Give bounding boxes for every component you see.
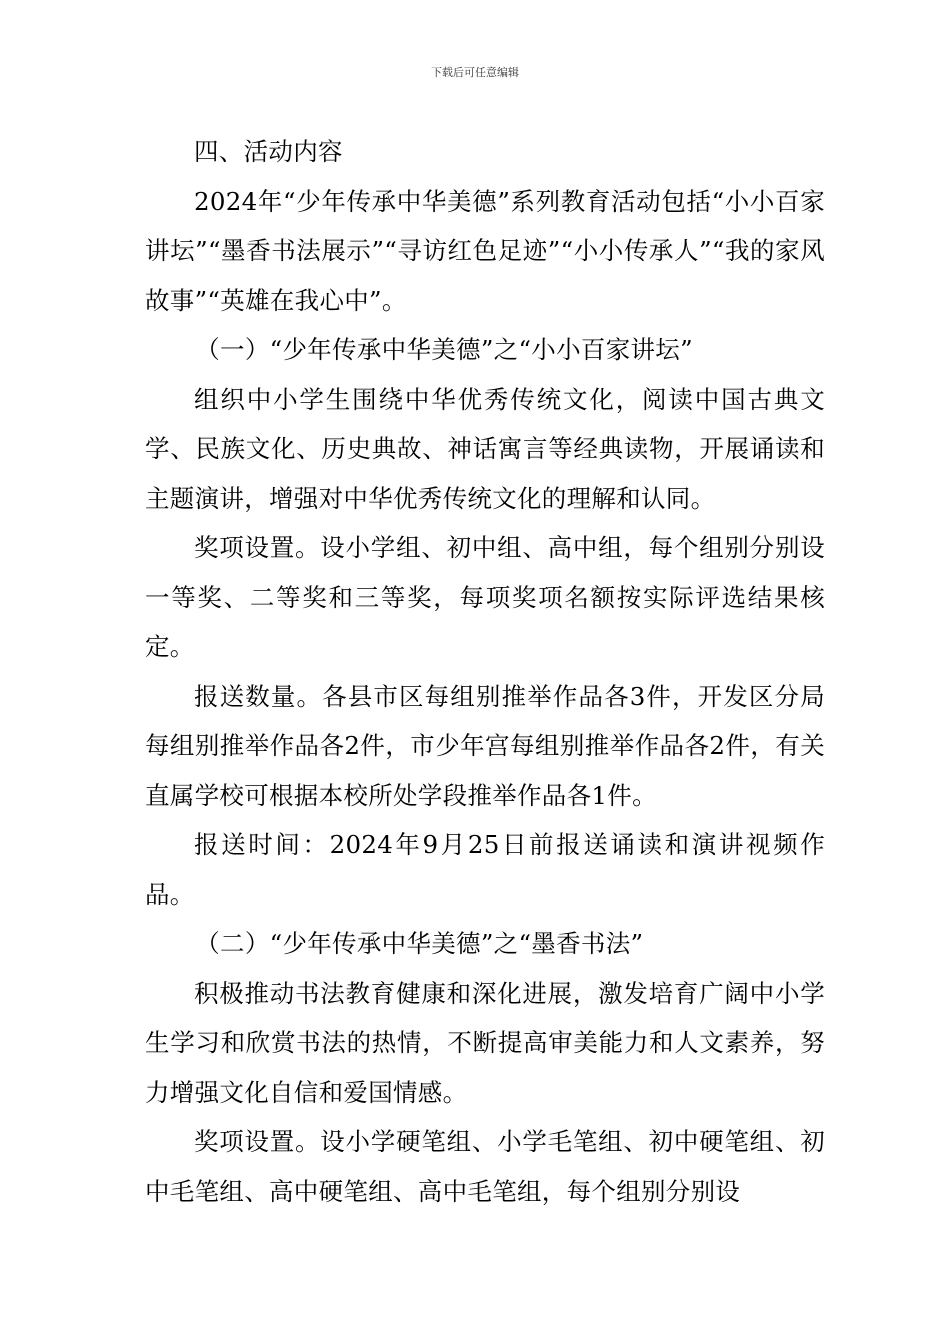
body-paragraph: 2024年“少年传承中华美德”系列教育活动包括“小小百家讲坛”“墨香书法展示”“寻访红色足迹”“小小传承人”“我的家风故事”“英雄在我心中”。	[145, 186, 825, 315]
subsection-heading: （二）“少年传承中华美德”之“墨香书法”	[195, 929, 644, 958]
body-paragraph: 积极推动书法教育健康和深化进展，激发培育广阔中小学生学习和欣赏书法的热情，不断提高审美能力和人文素养，努力增强文化自信和爱国情感。	[145, 978, 825, 1107]
section-heading: 四、活动内容	[194, 137, 343, 166]
body-paragraph: 报送时间：2024年9月25日前报送诵读和演讲视频作品。	[145, 830, 825, 909]
page-header-note: 下载后可任意编辑	[431, 66, 519, 79]
body-paragraph: 奖项设置。设小学硬笔组、小学毛笔组、初中硬笔组、初中毛笔组、高中硬笔组、高中毛笔组，每个组别分别设	[145, 1127, 825, 1206]
document-body	[145, 127, 825, 1216]
body-paragraph: 报送数量。各县市区每组别推举作品各3件，开发区分局每组别推举作品各2件，市少年宫每组别推举作品各2件，有关直属学校可根据本校所处学段推举作品各1件。	[145, 681, 825, 810]
body-paragraph: 奖项设置。设小学组、初中组、高中组，每个组别分别设一等奖、二等奖和三等奖，每项奖项名额按实际评选结果核定。	[145, 533, 825, 661]
subsection-heading: （一）“少年传承中华美德”之“小小百家讲坛”	[195, 335, 693, 364]
body-paragraph: 组织中小学生围绕中华优秀传统文化，阅读中国古典文学、民族文化、历史典故、神话寓言等经典读物，开展诵读和主题演讲，增强对中华优秀传统文化的理解和认同。	[145, 384, 825, 513]
